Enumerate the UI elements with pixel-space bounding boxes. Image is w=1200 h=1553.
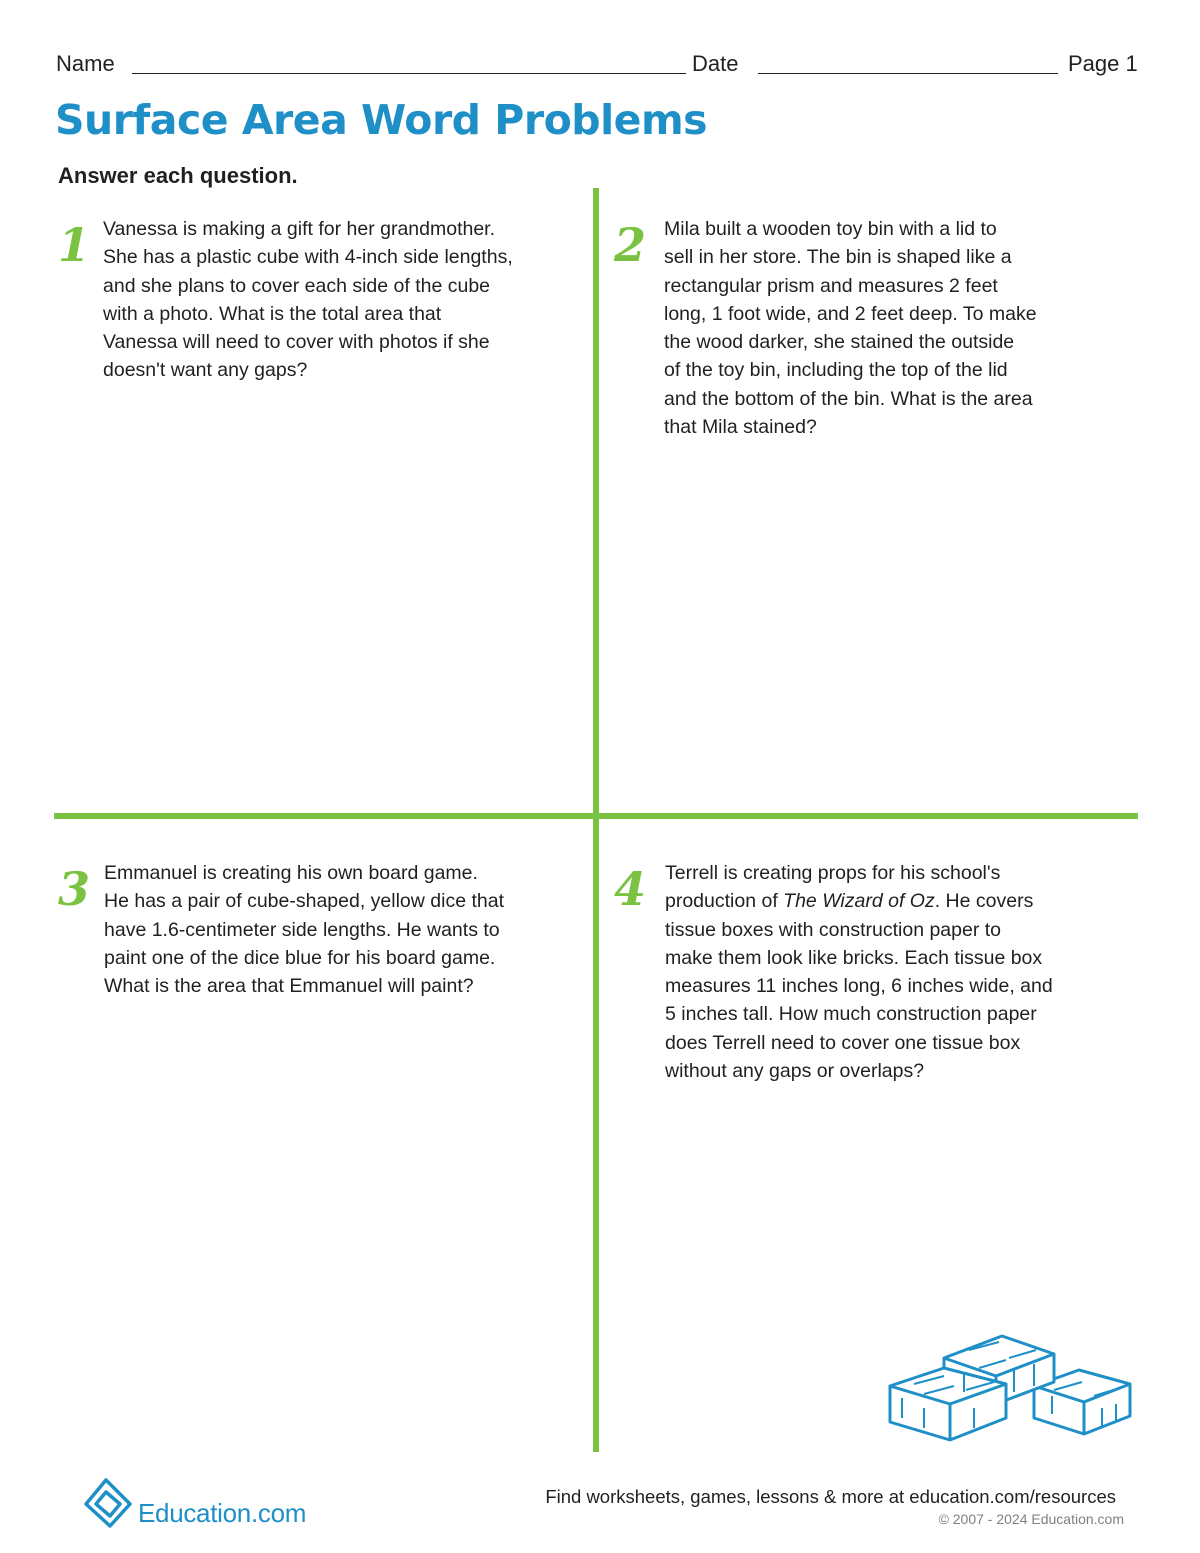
question-line: Vanessa will need to cover with photos if she bbox=[103, 331, 490, 354]
question-line: have 1.6-centimeter side lengths. He wants to bbox=[104, 918, 500, 941]
header-row bbox=[56, 50, 1142, 80]
question-4-text bbox=[665, 859, 1053, 1085]
question-line: tissue boxes with construction paper to bbox=[665, 918, 1002, 941]
question-line: 5 inches tall. How much construction paper bbox=[665, 1003, 1037, 1026]
question-line: What is the area that Emmanuel will paint? bbox=[104, 975, 474, 998]
question-line: He has a pair of cube-shaped, yellow dice that bbox=[104, 890, 504, 913]
question-line: the wood darker, she stained the outside bbox=[664, 331, 1015, 354]
question-line-part: . He covers bbox=[934, 890, 1034, 913]
question-2-text bbox=[664, 215, 1037, 441]
question-line: does Terrell need to cover one tissue box bbox=[665, 1031, 1021, 1054]
question-line: paint one of the dice blue for his board game. bbox=[104, 946, 496, 969]
name-field[interactable] bbox=[132, 73, 686, 74]
question-2-number: 2 bbox=[614, 218, 647, 272]
name-label: Name bbox=[56, 51, 115, 76]
footer-copyright: © 2007 - 2024 Education.com bbox=[938, 1511, 1124, 1527]
question-line: Mila built a wooden toy bin with a lid to bbox=[664, 218, 997, 240]
question-line-part: production of bbox=[665, 890, 784, 913]
footer-resources-link[interactable]: Find worksheets, games, lessons & more at education.com/resources bbox=[545, 1486, 1116, 1507]
question-line: of the toy bin, including the top of the lid bbox=[664, 359, 1008, 382]
question-line: doesn't want any gaps? bbox=[103, 359, 308, 382]
instructions: Answer each question. bbox=[58, 163, 298, 188]
education-logo[interactable] bbox=[82, 1470, 312, 1530]
question-line: sell in her store. The bin is shaped like a bbox=[664, 246, 1012, 269]
question-line: Emmanuel is creating his own board game. bbox=[104, 862, 478, 884]
question-line: rectangular prism and measures 2 feet bbox=[664, 274, 998, 297]
question-line: long, 1 foot wide, and 2 feet deep. To make bbox=[664, 302, 1037, 325]
question-line: She has a plastic cube with 4-inch side lengths, bbox=[103, 246, 513, 269]
question-line: Terrell is creating props for his school's bbox=[665, 862, 1001, 884]
question-1-answer-area[interactable] bbox=[60, 380, 580, 800]
question-1-text bbox=[103, 215, 513, 385]
page-title: Surface Area Word Problems bbox=[55, 96, 708, 144]
page-label: Page 1 bbox=[1068, 51, 1138, 76]
horizontal-divider bbox=[54, 813, 1138, 819]
question-line: with a photo. What is the total area that bbox=[103, 302, 442, 325]
question-line: and the bottom of the bin. What is the area bbox=[664, 387, 1033, 410]
date-label: Date bbox=[692, 51, 739, 76]
book-title: The Wizard of Oz bbox=[783, 890, 935, 913]
question-4-number: 4 bbox=[614, 862, 647, 916]
question-line: make them look like bricks. Each tissue box bbox=[665, 946, 1043, 969]
brand-name: Education.com bbox=[138, 1498, 307, 1528]
question-line bbox=[665, 887, 1053, 915]
stacked-bricks-illustration bbox=[884, 1328, 1136, 1446]
education-com-logo-icon bbox=[82, 1470, 138, 1530]
vertical-divider bbox=[593, 188, 599, 1452]
question-4-answer-area[interactable] bbox=[612, 1090, 1132, 1320]
date-field[interactable] bbox=[758, 73, 1058, 74]
question-line: without any gaps or overlaps? bbox=[665, 1060, 925, 1083]
question-line: Vanessa is making a gift for her grandmother. bbox=[103, 218, 496, 240]
question-line: measures 11 inches long, 6 inches wide, and bbox=[665, 975, 1053, 998]
question-3-number: 3 bbox=[58, 862, 91, 916]
question-1-number: 1 bbox=[58, 218, 91, 272]
question-3-answer-area[interactable] bbox=[60, 1000, 580, 1440]
question-line: that Mila stained? bbox=[664, 416, 817, 439]
question-line: and she plans to cover each side of the cube bbox=[103, 274, 491, 297]
question-3-text bbox=[104, 859, 504, 1000]
question-2-answer-area[interactable] bbox=[612, 440, 1132, 800]
